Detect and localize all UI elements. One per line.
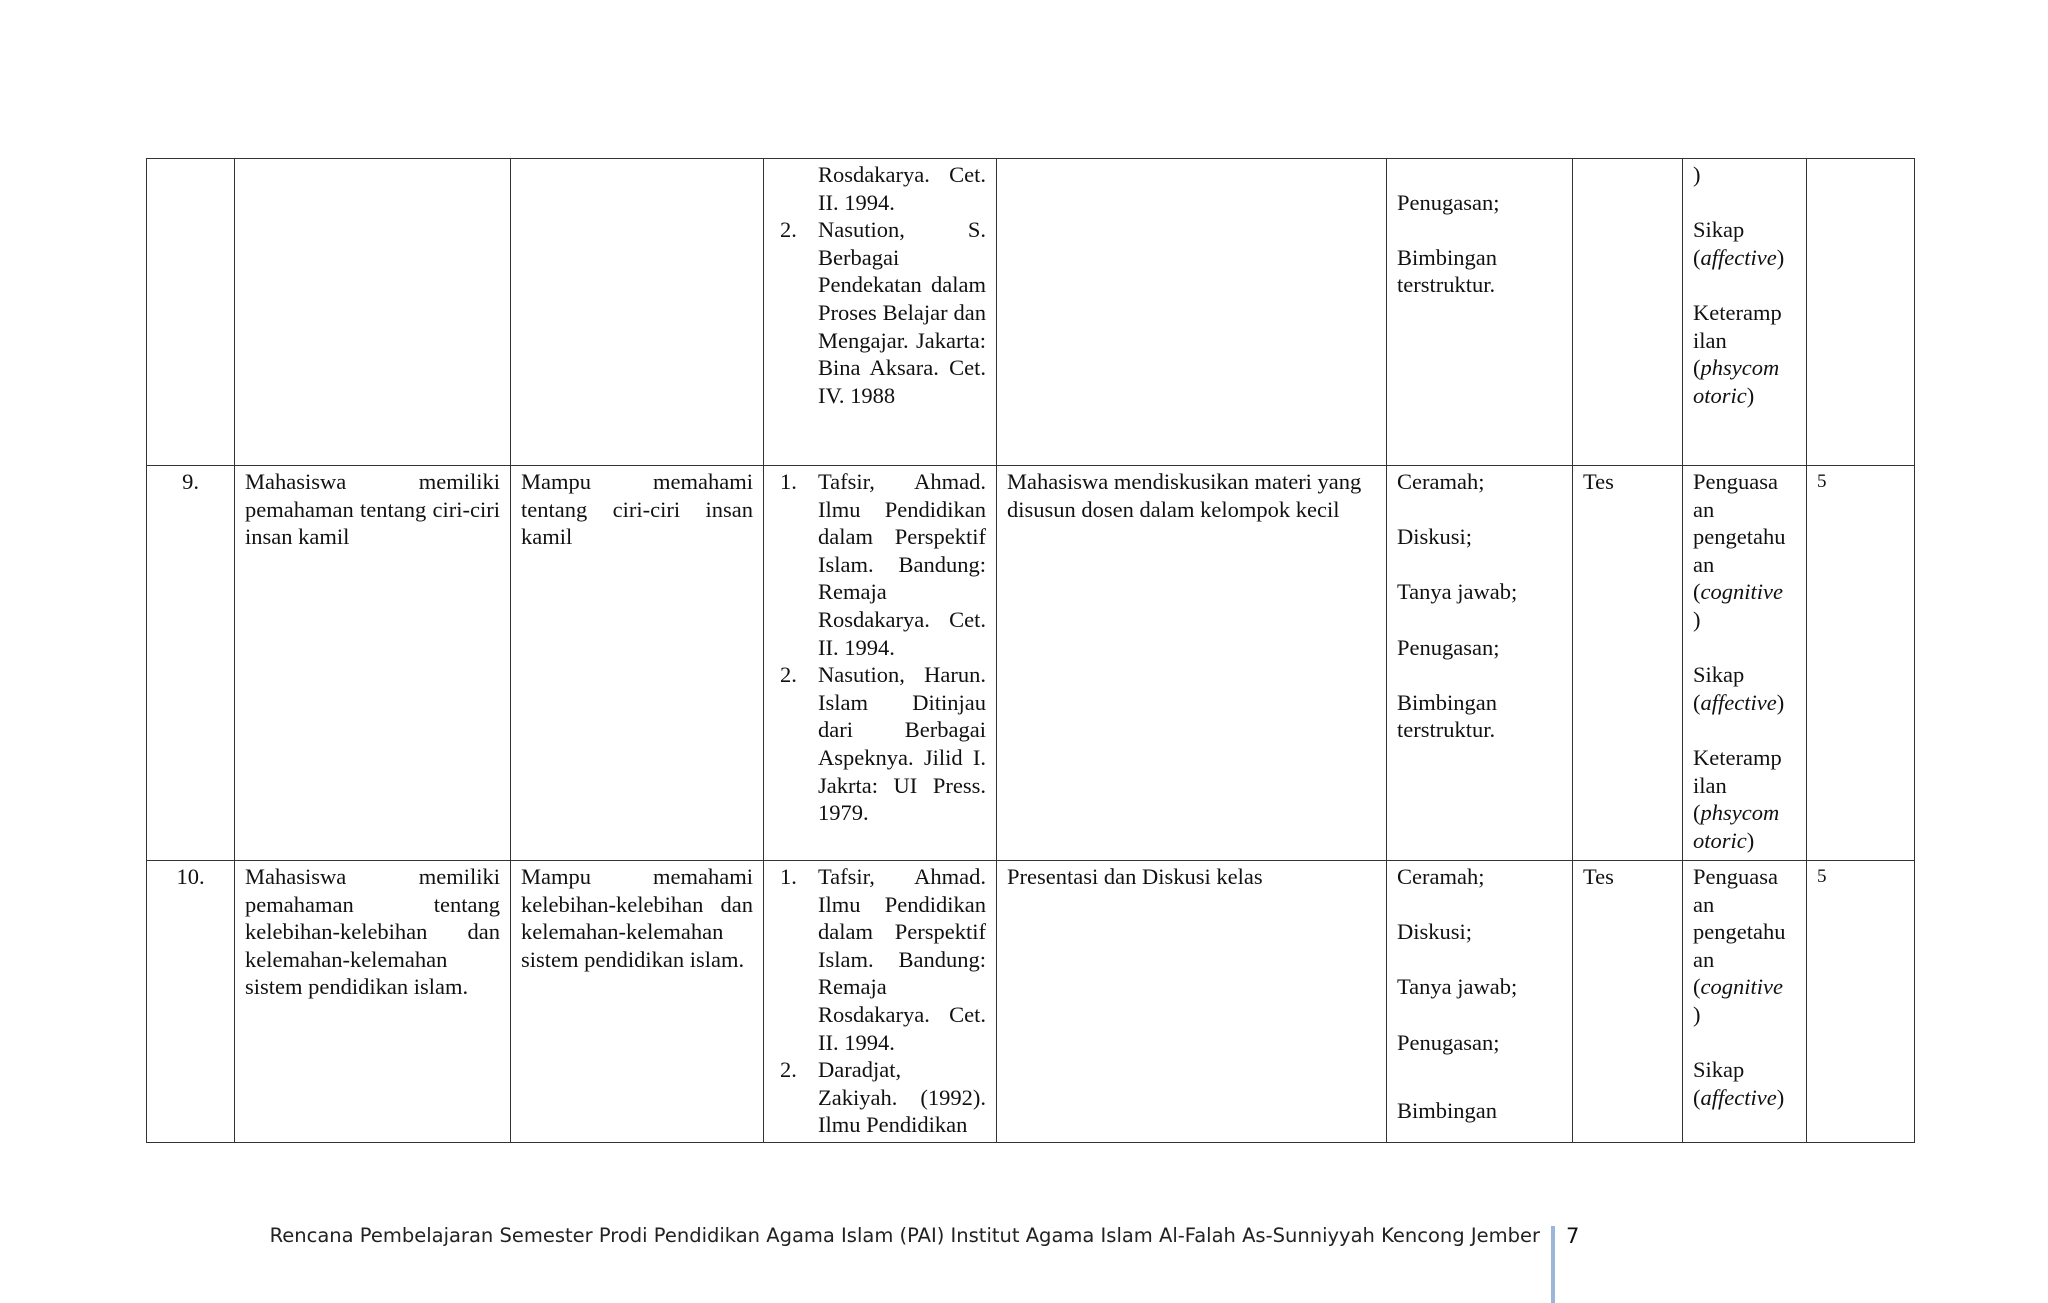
cell-metode (1387, 861, 1573, 1143)
kriteria-item: Sikap (affective) (1693, 217, 1785, 270)
reference-item: 2. Nasution, S. Berbagai Pendekatan dalam Proses Belajar dan Mengajar. Jakarta: Bina Aksara. Cet. IV. 1988 (780, 217, 986, 408)
reference-item: 1. Tafsir, Ahmad. Ilmu Pendidikan dalam Perspektif Islam. Bandung: Remaja Rosdakarya. Cet. II. 1994. (780, 469, 986, 660)
cell-metode (1387, 466, 1573, 861)
kriteria-item: ) (1693, 162, 1701, 187)
metode-item: Bimbingan terstruktur. (1397, 689, 1497, 743)
cell-bobot (1807, 159, 1915, 466)
metode-item: Tanya jawab; (1397, 579, 1518, 605)
table-row (147, 466, 1915, 861)
table-row (147, 861, 1915, 1143)
metode-item: Bimbingan (1397, 1098, 1497, 1124)
cell-kriteria (1683, 861, 1807, 1143)
cell-bobot: 5 (1807, 861, 1915, 1143)
footer-divider (1551, 1226, 1555, 1303)
cell-metode (1387, 159, 1573, 466)
cell-referensi (764, 861, 997, 1143)
cell-referensi (764, 159, 997, 466)
cell-kriteria (1683, 159, 1807, 466)
cell-kemampuan: Mahasiswa memiliki pemahaman tentang ciri-ciri insan kamil (235, 466, 511, 861)
metode-item: Diskusi; (1397, 524, 1473, 550)
metode-item: Penugasan; (1397, 634, 1500, 660)
page-number: 7 (1566, 1224, 1580, 1248)
metode-item: Diskusi; (1397, 919, 1473, 945)
kriteria-item: Keteramp ilan (phsycom otoric) (1693, 299, 1782, 408)
cell-penilaian: Tes (1573, 466, 1683, 861)
metode-item: Ceramah; (1397, 864, 1485, 889)
cell-no: 9. (147, 466, 235, 861)
kriteria-item: Penguasa an pengetahu an (cognitive ) (1693, 864, 1786, 1027)
cell-kemampuan (235, 159, 511, 466)
cell-no (147, 159, 235, 466)
reference-item: 1. Tafsir, Ahmad. Ilmu Pendidikan dalam Perspektif Islam. Bandung: Remaja Rosdakarya. Cet. II. 1994. (780, 864, 986, 1055)
cell-indikator: Mampu memahami tentang ciri-ciri insan kamil (511, 466, 764, 861)
metode-item: Bimbingan terstruktur. (1397, 244, 1497, 298)
reference-item: 2. Nasution, Harun. Islam Ditinjau dari Berbagai Aspeknya. Jilid I. Jakrta: UI Press. 1979. (780, 662, 986, 826)
reference-item: Rosdakarya. Cet. II. 1994. (818, 162, 986, 215)
cell-pengalaman-belajar (997, 159, 1387, 466)
cell-penilaian: Tes (1573, 861, 1683, 1143)
kriteria-item: Sikap (affective) (1693, 1057, 1785, 1110)
cell-indikator: Mampu memahami kelebihan-kelebihan dan kelemahan-kelemahan sistem pendidikan islam. (511, 861, 764, 1143)
table-row-continued (147, 159, 1915, 466)
kriteria-item: Keteramp ilan (phsycom otoric) (1693, 744, 1782, 853)
metode-item: Penugasan; (1397, 1029, 1500, 1055)
rps-table (146, 158, 1915, 1143)
cell-kriteria (1683, 466, 1807, 861)
cell-kemampuan: Mahasiswa memiliki pemahaman tentang kelebihan-kelebihan dan kelemahan-kelemahan sistem pendidikan islam. (235, 861, 511, 1143)
cell-pengalaman-belajar: Presentasi dan Diskusi kelas (997, 861, 1387, 1143)
reference-item: 2. Daradjat, Zakiyah. (1992). Ilmu Pendidikan (780, 1057, 986, 1138)
cell-indikator (511, 159, 764, 466)
metode-item: Tanya jawab; (1397, 974, 1518, 1000)
cell-pengalaman-belajar: Mahasiswa mendiskusikan materi yang disusun dosen dalam kelompok kecil (997, 466, 1387, 861)
metode-item: Penugasan; (1397, 189, 1500, 215)
cell-penilaian (1573, 159, 1683, 466)
metode-item: Ceramah; (1397, 469, 1485, 494)
kriteria-item: Penguasa an pengetahu an (cognitive ) (1693, 469, 1786, 632)
cell-bobot: 5 (1807, 466, 1915, 861)
page-footer-text: Rencana Pembelajaran Semester Prodi Pendidikan Agama Islam (PAI) Institut Agama Islam Al-Falah As-Sunniyyah Kencong Jember (269, 1224, 1540, 1247)
kriteria-item: Sikap (affective) (1693, 662, 1785, 715)
cell-referensi (764, 466, 997, 861)
cell-no: 10. (147, 861, 235, 1143)
